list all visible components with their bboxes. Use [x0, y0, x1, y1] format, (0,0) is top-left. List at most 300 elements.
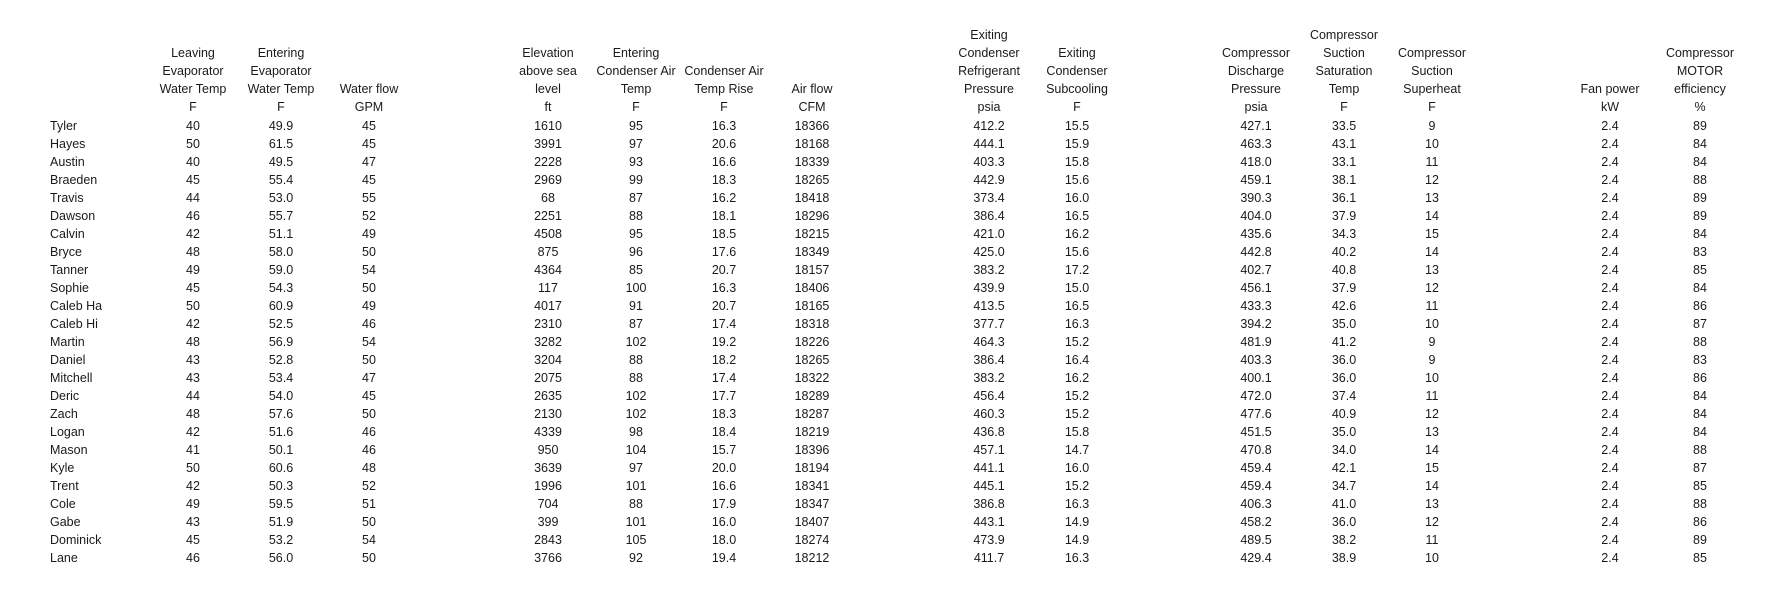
column-header-gpm: [314, 26, 424, 116]
cell-lewt: 45: [186, 533, 200, 547]
cell-cfm: 18289: [794, 389, 830, 403]
row-name-cell: Braeden: [50, 173, 98, 187]
cell-catr: 18.3: [711, 407, 737, 421]
column-unit: psia: [977, 100, 1001, 114]
row-name-cell: Caleb Ha: [50, 299, 103, 313]
cell-ecat: 93: [629, 155, 643, 169]
column-header-cfm: [757, 26, 867, 116]
cell-ecat: 104: [625, 443, 647, 457]
cell-eff: 86: [1693, 299, 1707, 313]
cell-cdp: 406.3: [1240, 497, 1272, 511]
column-header-line: Elevation: [522, 46, 574, 60]
row-name-cell: Daniel: [50, 353, 86, 367]
table-row: [0, 153, 1784, 171]
cell-ecrp: 457.1: [973, 443, 1005, 457]
cell-ecat: 91: [629, 299, 643, 313]
column-unit: F: [1428, 100, 1436, 114]
column-header-line: Temp: [620, 82, 652, 96]
cell-ecat: 102: [625, 335, 647, 349]
cell-gpm: 54: [362, 263, 376, 277]
cell-cfm: 18406: [794, 281, 830, 295]
row-name-cell: Hayes: [50, 137, 86, 151]
table-row: [0, 279, 1784, 297]
cell-eewt: 56.9: [268, 335, 294, 349]
cell-catr: 20.7: [711, 299, 737, 313]
column-unit: %: [1694, 100, 1706, 114]
cell-eff: 83: [1693, 353, 1707, 367]
cell-fan: 2.4: [1601, 119, 1619, 133]
cell-cfm: 18165: [794, 299, 830, 313]
cell-ecsc: 15.2: [1064, 389, 1090, 403]
cell-eewt: 51.1: [268, 227, 294, 241]
cell-cssh: 15: [1425, 227, 1439, 241]
column-header-line: [1377, 26, 1487, 44]
cell-eff: 87: [1693, 461, 1707, 475]
cell-ecat: 85: [629, 263, 643, 277]
column-unit: CFM: [798, 100, 826, 114]
column-unit: F: [1340, 100, 1348, 114]
cell-fan: 2.4: [1601, 137, 1619, 151]
column-header-line: Evaporator: [162, 64, 224, 78]
column-unit: F: [632, 100, 640, 114]
cell-fan: 2.4: [1601, 227, 1619, 241]
cell-csst: 34.3: [1331, 227, 1357, 241]
cell-catr: 19.4: [711, 551, 737, 565]
cell-cssh: 12: [1425, 173, 1439, 187]
cell-cssh: 9: [1428, 353, 1436, 367]
cell-csst: 33.5: [1331, 119, 1357, 133]
cell-eff: 84: [1693, 425, 1707, 439]
cell-ecrp: 443.1: [973, 515, 1005, 529]
cell-lewt: 44: [186, 389, 200, 403]
cell-fan: 2.4: [1601, 263, 1619, 277]
cell-cssh: 10: [1425, 137, 1439, 151]
cell-cssh: 14: [1425, 209, 1439, 223]
cell-ecsc: 14.9: [1064, 533, 1090, 547]
cell-eewt: 59.5: [268, 497, 294, 511]
cell-ecat: 101: [625, 479, 647, 493]
cell-eff: 85: [1693, 479, 1707, 493]
table-row: [0, 351, 1784, 369]
cell-catr: 17.4: [711, 371, 737, 385]
cell-cfm: 18366: [794, 119, 830, 133]
cell-gpm: 52: [362, 479, 376, 493]
column-header-line: Air flow: [791, 82, 833, 96]
cell-fan: 2.4: [1601, 299, 1619, 313]
cell-lewt: 40: [186, 119, 200, 133]
cell-gpm: 49: [362, 299, 376, 313]
cell-ecat: 105: [625, 533, 647, 547]
column-header-line: Water Temp: [159, 82, 227, 96]
row-name-cell: Cole: [50, 497, 76, 511]
column-header-line: Compressor: [1397, 46, 1467, 60]
cell-cfm: 18318: [794, 317, 830, 331]
column-header-line: Compressor: [1221, 46, 1291, 60]
cell-csst: 40.9: [1331, 407, 1357, 421]
row-name-cell: Dominick: [50, 533, 102, 547]
cell-elev: 2228: [534, 155, 562, 169]
column-unit: GPM: [354, 100, 384, 114]
cell-ecsc: 16.3: [1064, 497, 1090, 511]
cell-cfm: 18339: [794, 155, 830, 169]
column-header-line: Pressure: [1230, 82, 1282, 96]
column-unit: psia: [1244, 100, 1268, 114]
cell-elev: 2075: [534, 371, 562, 385]
cell-ecat: 97: [629, 137, 643, 151]
cell-cdp: 459.1: [1240, 173, 1272, 187]
cell-catr: 16.0: [711, 515, 737, 529]
cell-ecsc: 15.8: [1064, 155, 1090, 169]
cell-elev: 4364: [534, 263, 562, 277]
row-name-cell: Kyle: [50, 461, 75, 475]
column-unit: F: [189, 100, 197, 114]
cell-gpm: 45: [362, 137, 376, 151]
cell-eff: 85: [1693, 551, 1707, 565]
cell-gpm: 50: [362, 281, 376, 295]
cell-gpm: 55: [362, 191, 376, 205]
cell-lewt: 48: [186, 245, 200, 259]
column-header-line: level: [535, 82, 561, 96]
column-header-line: Temp Rise: [694, 82, 754, 96]
column-header-line: [1022, 26, 1132, 44]
table-row: [0, 549, 1784, 567]
cell-ecrp: 441.1: [973, 461, 1005, 475]
cell-ecat: 98: [629, 425, 643, 439]
cell-elev: 4508: [534, 227, 562, 241]
cell-fan: 2.4: [1601, 479, 1619, 493]
cell-ecrp: 373.4: [973, 191, 1005, 205]
cell-ecrp: 456.4: [973, 389, 1005, 403]
cell-cfm: 18194: [794, 461, 830, 475]
cell-gpm: 46: [362, 317, 376, 331]
table-row: [0, 441, 1784, 459]
cell-elev: 399: [537, 515, 559, 529]
cell-fan: 2.4: [1601, 425, 1619, 439]
cell-fan: 2.4: [1601, 551, 1619, 565]
cell-catr: 17.4: [711, 317, 737, 331]
column-header-line: Water flow: [339, 82, 399, 96]
row-name-cell: Zach: [50, 407, 78, 421]
table-row: [0, 297, 1784, 315]
cell-ecsc: 15.9: [1064, 137, 1090, 151]
cell-fan: 2.4: [1601, 497, 1619, 511]
column-header-line: Discharge: [1227, 64, 1285, 78]
table-row: [0, 333, 1784, 351]
cell-lewt: 43: [186, 353, 200, 367]
cell-catr: 16.2: [711, 191, 737, 205]
cell-ecsc: 16.3: [1064, 551, 1090, 565]
cell-lewt: 45: [186, 173, 200, 187]
column-header-line: Suction: [1323, 46, 1365, 60]
column-header-eff: [1645, 26, 1755, 116]
column-header-line: Exiting: [1058, 46, 1096, 60]
cell-cdp: 394.2: [1240, 317, 1272, 331]
column-header-line: Saturation: [1315, 64, 1373, 78]
cell-eff: 84: [1693, 281, 1707, 295]
cell-cdp: 400.1: [1240, 371, 1272, 385]
cell-ecrp: 444.1: [973, 137, 1005, 151]
cell-lewt: 43: [186, 515, 200, 529]
cell-elev: 117: [538, 281, 558, 295]
cell-ecat: 88: [629, 353, 643, 367]
cell-ecsc: 17.2: [1064, 263, 1090, 277]
cell-gpm: 47: [362, 155, 376, 169]
cell-lewt: 42: [186, 317, 200, 331]
cell-cdp: 451.5: [1240, 425, 1272, 439]
cell-elev: 4339: [534, 425, 562, 439]
cell-ecsc: 16.2: [1064, 371, 1090, 385]
column-header-line: Fan power: [1580, 82, 1640, 96]
cell-ecsc: 15.0: [1064, 281, 1090, 295]
cell-lewt: 48: [186, 407, 200, 421]
cell-cssh: 9: [1428, 335, 1436, 349]
cell-cssh: 12: [1425, 407, 1439, 421]
cell-cssh: 13: [1425, 425, 1439, 439]
cell-eff: 84: [1693, 227, 1707, 241]
cell-cssh: 10: [1425, 551, 1439, 565]
cell-eff: 84: [1693, 137, 1707, 151]
column-header-line: Leaving: [171, 46, 215, 60]
cell-catr: 18.2: [711, 353, 737, 367]
table-row: [0, 225, 1784, 243]
cell-ecsc: 16.0: [1064, 461, 1090, 475]
row-name-cell: Caleb Hi: [50, 317, 98, 331]
cell-eewt: 56.0: [268, 551, 294, 565]
cell-csst: 41.2: [1331, 335, 1357, 349]
cell-cssh: 11: [1425, 299, 1439, 313]
row-name-cell: Lane: [50, 551, 78, 565]
cell-cssh: 12: [1425, 281, 1439, 295]
cell-cfm: 18287: [794, 407, 830, 421]
table-row: [0, 405, 1784, 423]
cell-elev: 2130: [534, 407, 562, 421]
cell-eewt: 52.8: [268, 353, 294, 367]
cell-catr: 16.3: [711, 119, 737, 133]
cell-fan: 2.4: [1601, 317, 1619, 331]
cell-ecat: 87: [629, 317, 643, 331]
cell-elev: 2635: [534, 389, 562, 403]
cell-csst: 37.4: [1331, 389, 1357, 403]
cell-ecsc: 16.2: [1064, 227, 1090, 241]
row-name-cell: Mason: [50, 443, 88, 457]
cell-eewt: 53.4: [268, 371, 294, 385]
column-header-line: [314, 44, 424, 62]
cell-ecrp: 403.3: [973, 155, 1005, 169]
cell-elev: 2969: [534, 173, 562, 187]
table-row: [0, 531, 1784, 549]
column-header-line: Compressor: [1309, 28, 1379, 42]
cell-ecsc: 16.5: [1064, 209, 1090, 223]
column-header-ecsc: [1022, 26, 1132, 116]
column-header-line: Exiting: [970, 28, 1008, 42]
column-header-line: Condenser Air: [684, 64, 764, 78]
cell-ecat: 88: [629, 497, 643, 511]
cell-eewt: 55.4: [268, 173, 294, 187]
cell-cssh: 13: [1425, 263, 1439, 277]
cell-csst: 36.0: [1331, 353, 1357, 367]
cell-cfm: 18168: [794, 137, 830, 151]
column-header-line: above sea: [519, 64, 577, 78]
row-name-cell: Trent: [50, 479, 79, 493]
table-row: [0, 135, 1784, 153]
cell-eff: 84: [1693, 389, 1707, 403]
column-header-line: Temp: [1328, 82, 1360, 96]
cell-gpm: 52: [362, 209, 376, 223]
cell-eewt: 58.0: [268, 245, 294, 259]
table-row: [0, 387, 1784, 405]
cell-csst: 42.6: [1331, 299, 1357, 313]
cell-ecsc: 16.4: [1064, 353, 1090, 367]
table-row: [0, 369, 1784, 387]
cell-cssh: 13: [1425, 191, 1439, 205]
column-header-line: efficiency: [1674, 82, 1726, 96]
cell-lewt: 45: [186, 281, 200, 295]
cell-elev: 2251: [534, 209, 562, 223]
cell-cdp: 489.5: [1240, 533, 1272, 547]
row-name-cell: Deric: [50, 389, 80, 403]
cell-eewt: 54.3: [268, 281, 294, 295]
cell-fan: 2.4: [1601, 245, 1619, 259]
cell-gpm: 45: [362, 389, 376, 403]
column-header-line: Entering: [612, 46, 660, 60]
cell-eff: 87: [1693, 317, 1707, 331]
column-header-line: [757, 44, 867, 62]
cell-elev: 2843: [534, 533, 562, 547]
cell-eewt: 61.5: [268, 137, 294, 151]
column-header-line: Refrigerant: [958, 64, 1020, 78]
cell-fan: 2.4: [1601, 461, 1619, 475]
cell-gpm: 54: [362, 533, 376, 547]
cell-ecat: 97: [629, 461, 643, 475]
column-unit: F: [1073, 100, 1081, 114]
cell-cdp: 458.2: [1240, 515, 1272, 529]
cell-cssh: 9: [1428, 119, 1436, 133]
cell-cssh: 14: [1425, 443, 1439, 457]
cell-eff: 89: [1693, 119, 1707, 133]
cell-cdp: 403.3: [1240, 353, 1272, 367]
cell-ecrp: 413.5: [973, 299, 1005, 313]
table-row: [0, 189, 1784, 207]
cell-lewt: 46: [186, 551, 200, 565]
cell-eff: 89: [1693, 209, 1707, 223]
cell-eff: 86: [1693, 515, 1707, 529]
cell-ecrp: 439.9: [973, 281, 1005, 295]
cell-eewt: 53.0: [268, 191, 294, 205]
cell-gpm: 50: [362, 407, 376, 421]
cell-ecat: 102: [625, 407, 647, 421]
column-header-line: Subcooling: [1046, 82, 1108, 96]
cell-fan: 2.4: [1601, 353, 1619, 367]
table-row: [0, 243, 1784, 261]
cell-fan: 2.4: [1601, 515, 1619, 529]
cell-cdp: 472.0: [1240, 389, 1272, 403]
cell-ecrp: 421.0: [973, 227, 1005, 241]
cell-fan: 2.4: [1601, 407, 1619, 421]
cell-ecat: 102: [625, 389, 647, 403]
cell-lewt: 42: [186, 479, 200, 493]
cell-gpm: 46: [362, 443, 376, 457]
column-header-line: Condenser: [1046, 64, 1108, 78]
cell-fan: 2.4: [1601, 209, 1619, 223]
column-header-line: Superheat: [1403, 82, 1461, 96]
cell-gpm: 50: [362, 551, 376, 565]
cell-eewt: 60.9: [268, 299, 294, 313]
cell-cfm: 18407: [794, 515, 830, 529]
cell-cfm: 18341: [794, 479, 830, 493]
column-header-line: Condenser: [958, 46, 1020, 60]
cell-cfm: 18418: [794, 191, 830, 205]
cell-fan: 2.4: [1601, 443, 1619, 457]
cell-ecsc: 16.0: [1064, 191, 1090, 205]
cell-ecrp: 386.4: [973, 209, 1005, 223]
column-header-line: Pressure: [963, 82, 1015, 96]
cell-ecrp: 445.1: [973, 479, 1005, 493]
cell-gpm: 50: [362, 245, 376, 259]
cell-catr: 15.7: [711, 443, 737, 457]
cell-cfm: 18215: [794, 227, 830, 241]
cell-eewt: 59.0: [268, 263, 294, 277]
cell-ecat: 96: [629, 245, 643, 259]
cell-eff: 88: [1693, 497, 1707, 511]
cell-eewt: 50.3: [268, 479, 294, 493]
cell-cdp: 429.4: [1240, 551, 1272, 565]
cell-cssh: 11: [1425, 155, 1439, 169]
table-row: [0, 477, 1784, 495]
row-name-cell: Travis: [50, 191, 84, 205]
cell-elev: 3766: [534, 551, 562, 565]
cell-cdp: 463.3: [1240, 137, 1272, 151]
row-name-cell: Gabe: [50, 515, 81, 529]
column-header-line: [1645, 26, 1755, 44]
cell-ecat: 95: [629, 119, 643, 133]
cell-elev: 68: [541, 191, 555, 205]
cell-eewt: 52.5: [268, 317, 294, 331]
cell-catr: 16.6: [711, 479, 737, 493]
cell-ecat: 88: [629, 209, 643, 223]
column-header-line: Suction: [1411, 64, 1453, 78]
cell-csst: 36.1: [1331, 191, 1357, 205]
cell-cfm: 18347: [794, 497, 830, 511]
cell-cdp: 459.4: [1240, 461, 1272, 475]
cell-ecrp: 377.7: [973, 317, 1005, 331]
cell-catr: 16.6: [711, 155, 737, 169]
cell-cdp: 390.3: [1240, 191, 1272, 205]
cell-eewt: 51.6: [268, 425, 294, 439]
cell-catr: 18.1: [711, 209, 737, 223]
cell-cssh: 11: [1425, 533, 1439, 547]
cell-eewt: 49.9: [268, 119, 294, 133]
cell-ecrp: 442.9: [973, 173, 1005, 187]
cell-eewt: 55.7: [268, 209, 294, 223]
cell-ecsc: 16.5: [1064, 299, 1090, 313]
cell-catr: 18.5: [711, 227, 737, 241]
cell-eewt: 49.5: [268, 155, 294, 169]
cell-elev: 704: [537, 497, 559, 511]
column-header-line: Water Temp: [247, 82, 315, 96]
column-header-line: [314, 26, 424, 44]
cell-cssh: 15: [1425, 461, 1439, 475]
cell-csst: 37.9: [1331, 209, 1357, 223]
cell-lewt: 42: [186, 425, 200, 439]
cell-cssh: 13: [1425, 497, 1439, 511]
cell-cssh: 10: [1425, 371, 1439, 385]
cell-ecsc: 15.2: [1064, 479, 1090, 493]
row-name-cell: Bryce: [50, 245, 82, 259]
cell-cdp: 418.0: [1240, 155, 1272, 169]
column-header-cssh: [1377, 26, 1487, 116]
row-name-cell: Martin: [50, 335, 85, 349]
cell-elev: 3639: [534, 461, 562, 475]
